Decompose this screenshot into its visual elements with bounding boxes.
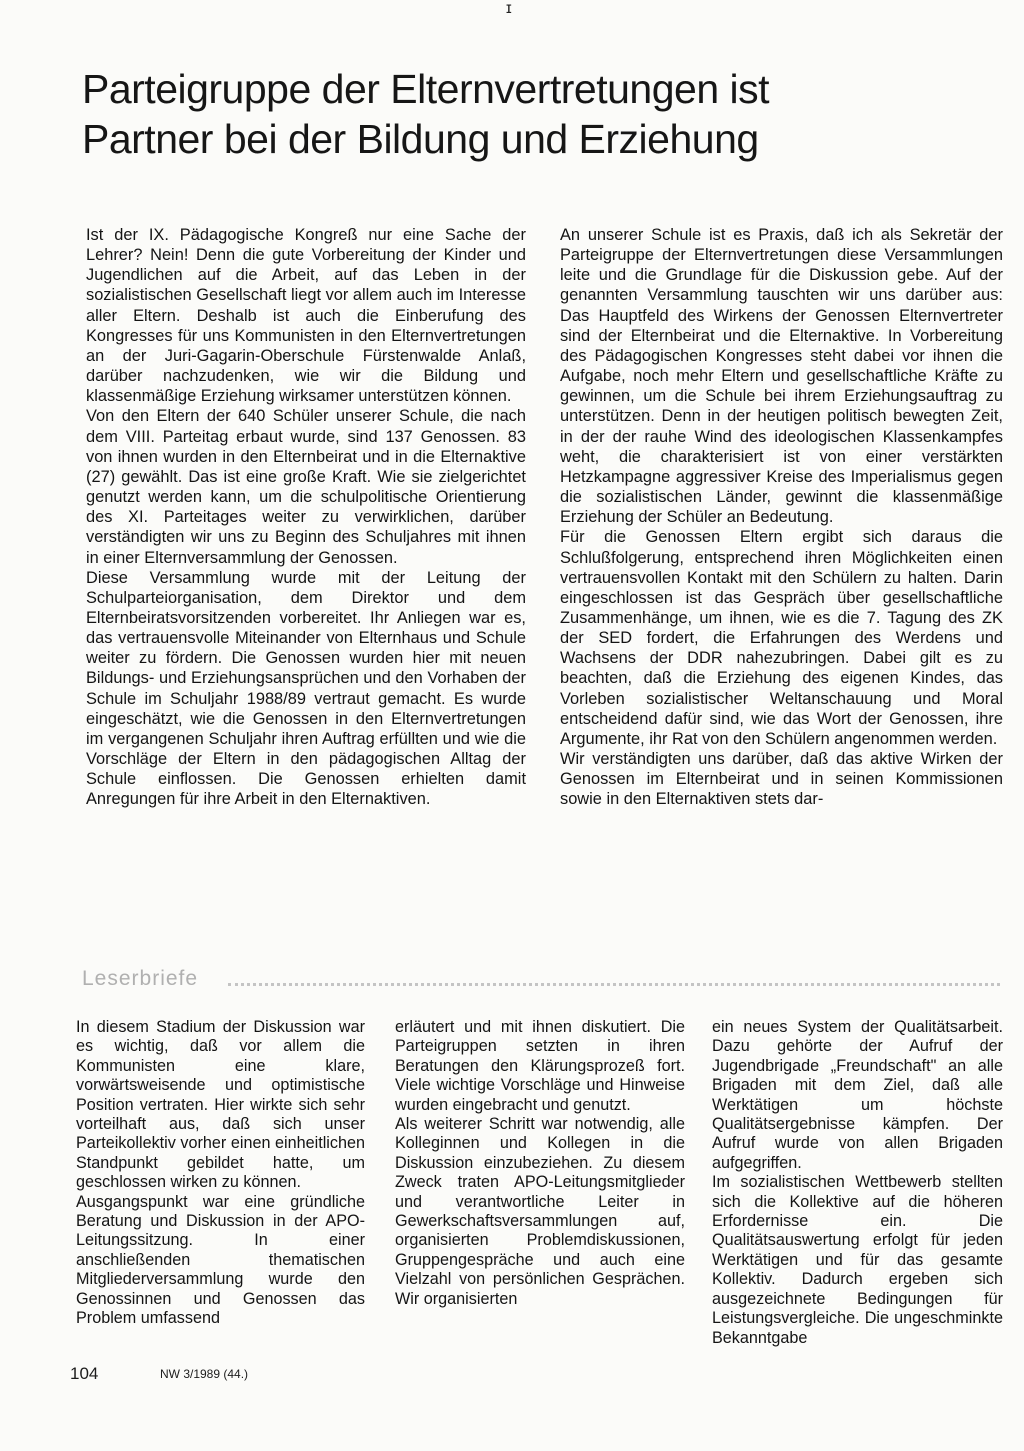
headline-line-1: Parteigruppe der Elternvertretungen ist	[82, 66, 770, 112]
letters-paragraph: Ausgangspunkt war eine gründliche Beratung und Diskussion in der APO-Leitungssitzung. In einer anschließenden thematischen Mitgliederversammlung wurde den Genossinnen und Genossen das Problem umfassend	[76, 1192, 365, 1328]
top-mark: ɪ	[506, 0, 512, 17]
section-label: Leserbriefe	[82, 967, 206, 991]
page-number: 104	[70, 1364, 99, 1383]
article-headline	[82, 64, 962, 164]
article-paragraph: Für die Genossen Eltern ergibt sich daraus die Schlußfolgerung, entsprechend ihren Möglichkeiten einen vertrauensvollen Kontakt mit den Schülern zu halten. Darin eingeschlossen ist das Gespräch über gesellschaftliche Zusammenhänge, um ihnen, wie es die 7. Tagung des ZK der SED fordert, die Erfahrungen des Werdens und Wachsens der DDR nahezubringen. Dabei gilt es zu beachten, daß die Erziehung des eigenen Kindes, das Vorleben sozialistischer Weltanschauung und Moral entscheidend dafür sind, wie das Wort der Genossen, ihre Argumente, ihr Rat von den Schülern angenommen werden.	[560, 528, 1003, 748]
article-paragraph: Von den Eltern der 640 Schüler unserer Schule, die nach dem VIII. Parteitag erbaut wurde, sind 137 Genossen. 83 von ihnen wurden in den Elternbeirat und in die Elternaktive (27) gewählt. Das ist eine große Kraft. Wie sie zielgerichtet genutzt werden kann, um die schulpolitische Orientierung des XI. Parteitages weiter zu verwirklichen, darüber verständigten wir uns zu Beginn des Schuljahres mit ihnen in einer Elternversammlung der Genossen.	[86, 407, 526, 567]
letters-paragraph: erläutert und mit ihnen diskutiert. Die Parteigruppen setzten in ihren Beratungen den Klärungsprozeß fort. Viele wichtige Vorschläge und Hinweise wurden eingebracht und genutzt.	[395, 1018, 685, 1114]
article-paragraph: Wir verständigten uns darüber, daß das aktive Wirken der Genossen im Elternbeirat und in seinen Kommissionen sowie in den Elternaktiven stets dar-	[560, 750, 1003, 809]
letters-column-3	[712, 1018, 1003, 1348]
article-paragraph: Diese Versammlung wurde mit der Leitung der Schulparteiorganisation, dem Direktor und dem Elternbeiratsvorsitzenden vorbereitet. Ihr Anliegen war es, das vertrauensvolle Miteinander von Elternhaus und Schule weiter zu fördern. Die Genossen wurden hier mit neuen Bildungs- und Erziehungsansprüchen und den Vorhaben der Schule im Schuljahr 1988/89 vertraut gemacht. Es wurde eingeschätzt, wie die Genossen in den Elternvertretungen im vergangenen Schuljahr ihren Auftrag erfüllten und wie die Vorschläge der Eltern in den pädagogischen Alltag der Schule einflossen. Die Genossen erhielten damit Anregungen für ihre Arbeit in den Elternaktiven.	[86, 568, 526, 809]
letters-paragraph: In diesem Stadium der Diskussion war es wichtig, daß vor allem die Kommunisten eine klare, vorwärtsweisende und optimistische Position vertraten. Hier wirkte sich sehr vorteilhaft aus, daß sich unser Parteikollektiv vorher einen einheitlichen Standpunkt gebildet hatte, um geschlossen wirken zu können.	[76, 1018, 365, 1192]
article-paragraph: An unserer Schule ist es Praxis, daß ich als Sekretär der Parteigruppe der Elternvertretungen diese Versammlungen leite und die Grundlage für die Diskussion gebe. Auf der genannten Versammlung tauschten wir uns darüber aus: Das Hauptfeld des Wirkens der Genossen Elternvertreter sind der Elternbeirat und die Elternaktive. In Vorbereitung des Pädagogischen Kongresses steht dabei vor ihnen die Aufgabe, noch mehr Eltern und gesellschaftliche Kräfte zu gewinnen, um die Schule bei ihrem Erziehungsauftrag zu unterstützen. Denn in der heutigen politisch bewegten Zeit, in der der rauhe Wind des ideologischen Klassenkampfes weht, die charakterisiert ist von einer verstärkten Hetzkampagne aggressiver Kreise des Imperialismus gegen die sozialistischen Länder, gewinnt die klassenmäßige Erziehung der Schüler an Bedeutung.	[560, 226, 1003, 527]
letters-column-1	[76, 1018, 365, 1329]
letters-column-2	[395, 1018, 685, 1309]
section-divider	[228, 983, 1000, 986]
article-column-left	[86, 225, 526, 810]
issue-reference: NW 3/1989 (44.)	[160, 1367, 249, 1381]
letters-paragraph: ein neues System der Qualitätsarbeit. Dazu gehörte der Aufruf der Jugendbrigade „Freundschaft" an alle Brigaden mit dem Ziel, daß alle Werktätigen um höchste Qualitätsergebnisse kämpfen. Der Aufruf wurde von allen Brigaden aufgegriffen.	[712, 1018, 1003, 1172]
article-paragraph: Ist der IX. Pädagogische Kongreß nur eine Sache der Lehrer? Nein! Denn die gute Vorbereitung der Kinder und Jugendlichen auf die Arbeit, auf das Leben in der sozialistischen Gesellschaft liegt vor allem auch im Interesse aller Eltern. Deshalb ist auch die Einberufung des Kongresses für uns Kommunisten in den Elternvertretungen an der Juri-Gagarin-Oberschule Fürstenwalde Anlaß, darüber nachzudenken, wie wir die Bildung und klassenmäßige Erziehung wirksamer unterstützen können.	[86, 226, 527, 406]
letters-paragraph: Als weiterer Schritt war notwendig, alle Kolleginnen und Kollegen in die Diskussion einzubeziehen. Zu diesem Zweck traten APO-Leitungsmitglieder und verantwortliche Leiter in Gewerkschaftsversammlungen auf, organisierten Problemdiskussionen, Gruppengespräche und auch eine Vielzahl von persönlichen Gesprächen. Wir organisierten	[395, 1115, 685, 1308]
letters-paragraph: Im sozialistischen Wettbewerb stellten sich die Kollektive auf die höheren Erfordernisse ein. Die Qualitätsauswertung erfolgt für jeden Werktätigen und für das gesamte Kollektiv. Dadurch ergeben sich ausgezeichnete Bedingungen für Leistungsvergleiche. Die ungeschminkte Bekanntgabe	[712, 1173, 1003, 1347]
article-column-right	[560, 225, 1003, 810]
headline-line-2: Partner bei der Bildung und Erziehung	[82, 116, 759, 162]
